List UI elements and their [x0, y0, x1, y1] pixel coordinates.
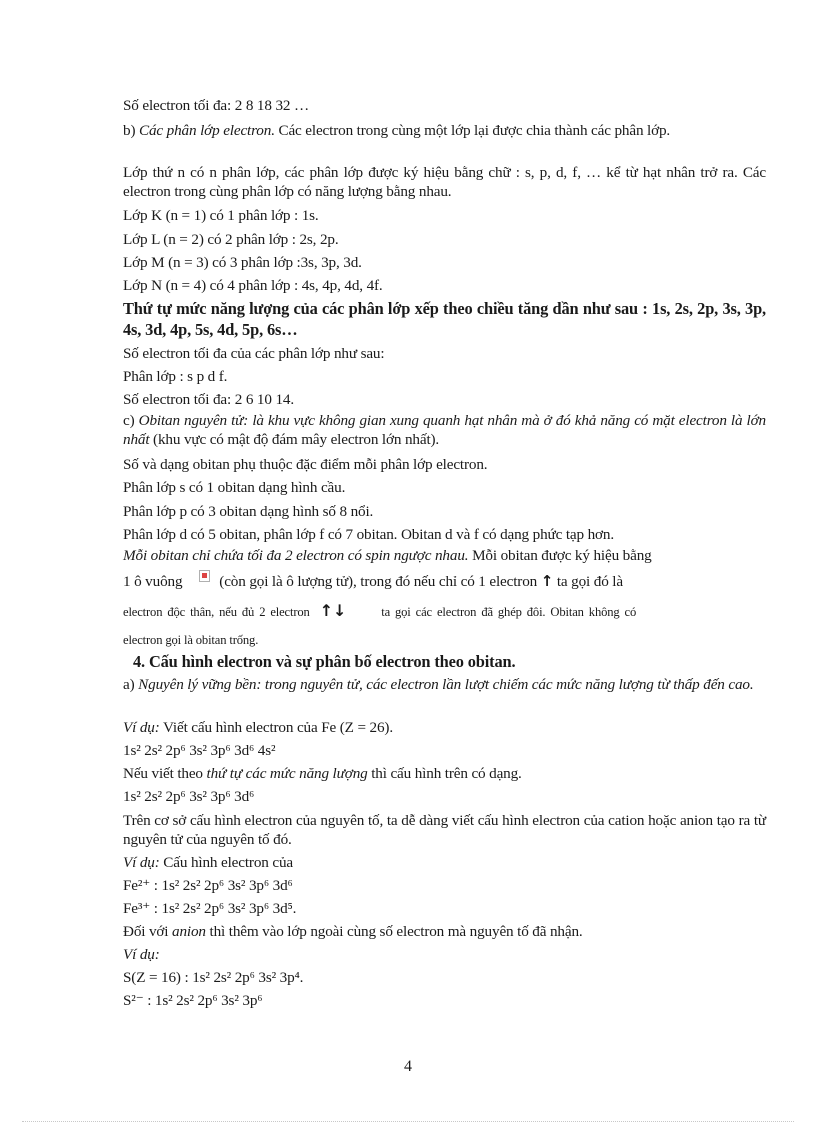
layer-m: Lớp M (n = 3) có 3 phân lớp :3s, 3p, 3d. [123, 254, 362, 271]
sublayer-names-line: Phân lớp : s p d f. [123, 368, 228, 385]
ion-note-paragraph: Trên cơ sở cấu hình electron của nguyên tố, ta dễ dàng viết cấu hình electron của cation hoặc anion tạo ra từ nguyên tử của nguyên tố đó. [123, 812, 766, 848]
page-bottom-divider [22, 1121, 794, 1122]
fe-order-config: 1s² 2s² 2p⁶ 3s² 3p⁶ 3d⁶ 4s² [123, 742, 276, 759]
example-1-line: Ví dụ: Viết cấu hình electron của Fe (Z = 26). [123, 719, 393, 736]
orbital-line-4: Phân lớp d có 5 obitan, phân lớp f có 7 obitan. Obitan d và f có dạng phức tạp hơn. [123, 526, 615, 543]
notation-paragraph: Lớp thứ n có n phân lớp, các phân lớp được ký hiệu bằng chữ : s, p, d, f, … kể từ hạt nhân trở ra. Các electron trong cùng phân lớp có năng lượng bằng nhau. [123, 164, 766, 200]
orbital-line-3: Phân lớp p có 3 obitan dạng hình số 8 nổi. [123, 503, 374, 520]
page-number: 4 [404, 1058, 412, 1075]
sublayer-max-line: Số electron tối đa: 2 6 10 14. [123, 391, 294, 408]
paired-electron-line: electron độc thân, nếu đủ 2 electron ↑↓ ta gọi các electron đã ghép đôi. Obitan không có [123, 601, 637, 620]
up-down-arrows-icon: ↑↓ [319, 601, 347, 620]
pauli-line: Mỗi obitan chỉ chứa tối đa 2 electron có spin ngược nhau. Mỗi obitan được ký hiệu bằng [123, 547, 652, 564]
max-intro-line: Số electron tối đa của các phân lớp như sau: [123, 345, 385, 362]
sublayer-paragraph: b) Các phân lớp electron. Các electron trong cùng một lớp lại được chia thành các phân lớp. [123, 122, 671, 139]
fe2-config: Fe²⁺ : 1s² 2s² 2p⁶ 3s² 3p⁶ 3d⁶ [123, 877, 293, 894]
orbital-line-1: Số và dạng obitan phụ thuộc đặc điểm mỗi phân lớp electron. [123, 456, 488, 473]
layer-n: Lớp N (n = 4) có 4 phân lớp : 4s, 4p, 4d, 4f. [123, 277, 383, 294]
s-config: S(Z = 16) : 1s² 2s² 2p⁶ 3s² 3p⁴. [123, 969, 304, 986]
s2-config: S²⁻ : 1s² 2s² 2p⁶ 3s² 3p⁶ [123, 992, 263, 1009]
max-electron-line: Số electron tối đa: 2 8 18 32 … [123, 97, 310, 114]
fe3-config: Fe³⁺ : 1s² 2s² 2p⁶ 3s² 3p⁶ 3d⁵. [123, 900, 297, 917]
example-2-line: Ví dụ: Cấu hình electron của [123, 854, 293, 871]
empty-orbital-line: electron gọi là obitan trống. [123, 633, 259, 647]
energy-order-note: Nếu viết theo thứ tự các mức năng lượng thì cấu hình trên có dạng. [123, 765, 522, 782]
up-arrow-icon: ↑ [540, 572, 554, 590]
fe-config: 1s² 2s² 2p⁶ 3s² 3p⁶ 3d⁶ [123, 788, 255, 805]
anion-note: Đối với anion thì thêm vào lớp ngoài cùng số electron mà nguyên tố đã nhận. [123, 923, 583, 940]
layer-l: Lớp L (n = 2) có 2 phân lớp : 2s, 2p. [123, 231, 339, 248]
orbital-paragraph: c) Obitan nguyên tử: là khu vực không gian xung quanh hạt nhân mà ở đó khả năng có mặt electron là lớn nhất (khu vực có mật độ đám mây electron lớn nhất). [123, 412, 766, 448]
example-3-label: Ví dụ: [123, 946, 160, 963]
aufbau-paragraph: a) Nguyên lý vững bền: trong nguyên tử, các electron lần lượt chiếm các mức năng lượng từ thấp đến cao. [123, 676, 754, 693]
orbital-line-2: Phân lớp s có 1 obitan dạng hình cầu. [123, 479, 346, 496]
energy-order-bold: Thứ tự mức năng lượng của các phân lớp xếp theo chiều tăng dần như sau : 1s, 2s, 2p, 3s, 3p, 4s, 3d, 4p, 5s, 4d, 5p, 6s… [123, 299, 766, 339]
layer-k: Lớp K (n = 1) có 1 phân lớp : 1s. [123, 207, 319, 224]
quantum-box-line: 1 ô vuông (còn gọi là ô lượng tử), trong đó nếu chỉ có 1 electron ↑ ta gọi đó là [123, 572, 623, 590]
section-4-heading: 4. Cấu hình electron và sự phân bố electron theo obitan. [133, 652, 516, 671]
quantum-box-icon [199, 570, 210, 582]
